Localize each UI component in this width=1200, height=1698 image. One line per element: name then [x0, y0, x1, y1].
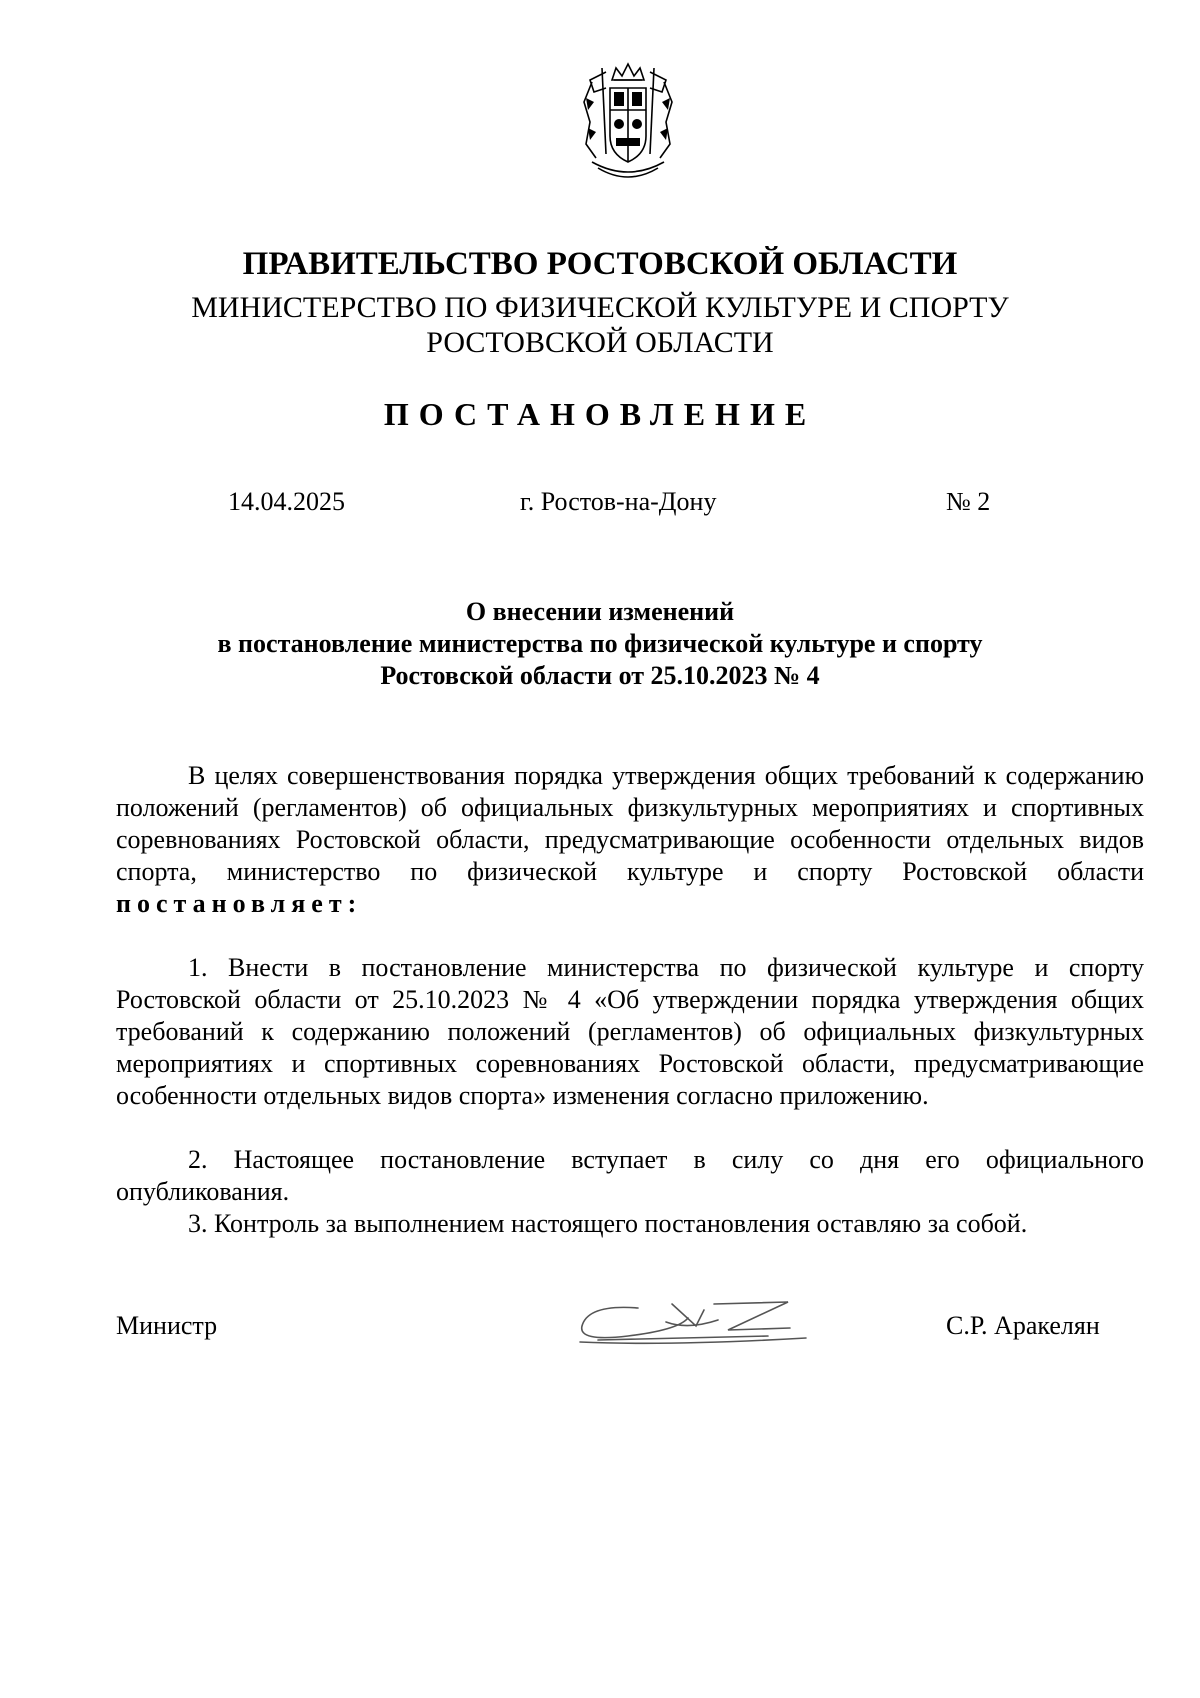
ministry-line-1: МИНИСТЕРСТВО ПО ФИЗИЧЕСКОЙ КУЛЬТУРЕ И СПОРТУ: [191, 291, 1009, 324]
clause-1: 1. Внести в постановление министерства по физической культуре и спорту Ростовской области от 25.10.2023 № 4 «Об утверждении порядка утверждения общих требований к содержанию положений (регламентов) об официальных физкультурных мероприятиях и спортивных соревнованиях Ростовской области, предусматривающие особенности отдельных видов спорта» изменения согласно приложению.: [116, 953, 1144, 1110]
document-type: ПОСТАНОВЛЕНИЕ: [383, 396, 817, 432]
ministry-line-2: РОСТОВСКОЙ ОБЛАСТИ: [426, 326, 774, 359]
signatory-role: Министр: [116, 1311, 218, 1340]
subject-line-2: в постановление министерства по физической культуре и спорту: [217, 629, 983, 658]
handwritten-signature: [568, 1296, 808, 1352]
preamble-paragraph: [116, 760, 1144, 920]
signatory-name: С.Р. Аракелян: [946, 1311, 1100, 1340]
preamble-text: В целях совершенствования порядка утверждения общих требований к содержанию положений (регламентов) об официальных физкультурных мероприятиях и спортивных соревнованиях Ростовской области, предусматривающие особенности отдельных видов спорта, министерство по физической культуре и спорту Ростовской области: [116, 761, 1144, 886]
document-city: г. Ростов-на-Дону: [520, 487, 717, 516]
coat-of-arms-icon: [572, 58, 684, 184]
resolves-word: постановляет:: [116, 889, 363, 918]
ministry-name: [0, 290, 1200, 360]
document-number: № 2: [946, 487, 991, 516]
clause-2: 2. Настоящее постановление вступает в силу со дня его официального опубликования.: [116, 1145, 1144, 1206]
document-subject: [0, 596, 1200, 692]
subject-line-3: Ростовской области от 25.10.2023 № 4: [380, 661, 820, 690]
document-date: 14.04.2025: [228, 487, 345, 516]
government-title: ПРАВИТЕЛЬСТВО РОСТОВСКОЙ ОБЛАСТИ: [242, 246, 958, 282]
subject-line-1: О внесении изменений: [465, 597, 735, 626]
clause-3: 3. Контроль за выполнением настоящего постановления оставляю за собой.: [188, 1209, 1028, 1238]
